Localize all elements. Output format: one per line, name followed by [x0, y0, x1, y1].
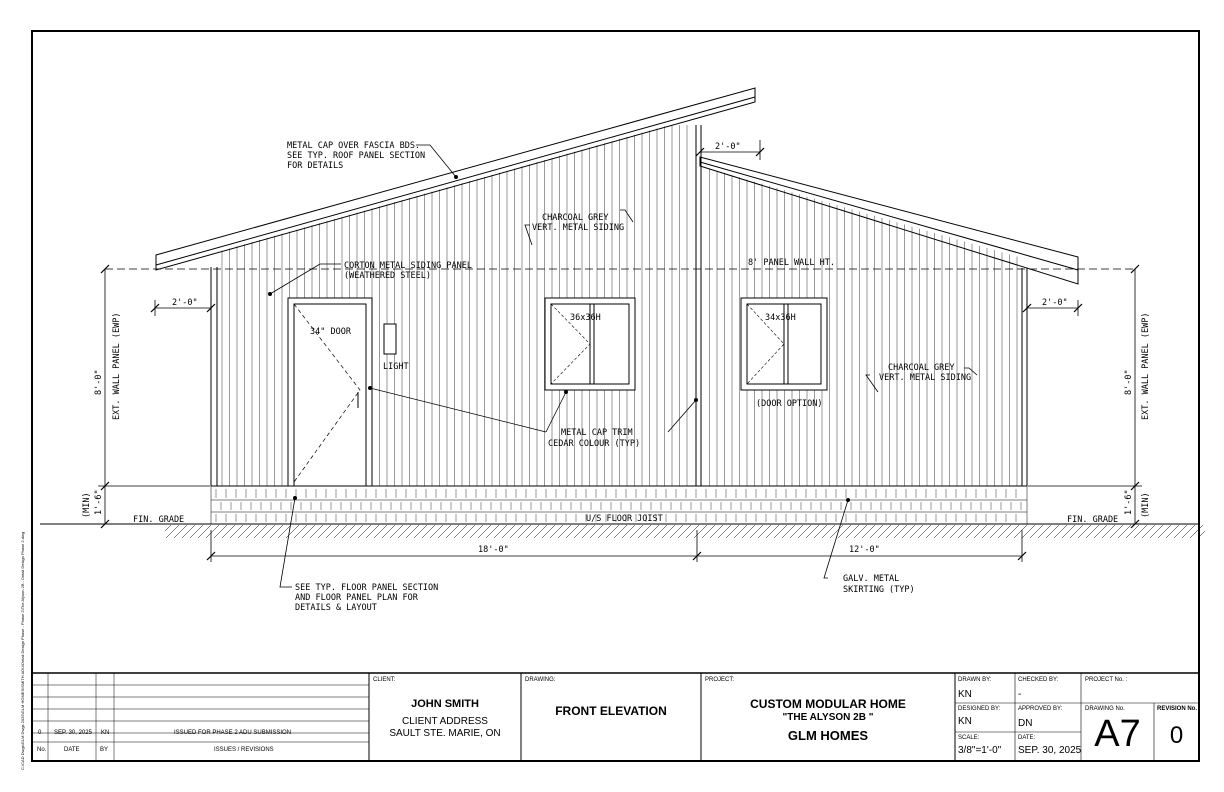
project-no-label: PROJECT No. :: [1085, 677, 1128, 683]
note-charcoal-upper-2: VERT. METAL SIDING: [532, 223, 625, 233]
door-label: 34" DOOR: [310, 327, 351, 337]
door-option-label: (DOOR OPTION): [756, 399, 823, 409]
scale-label: SCALE:: [958, 735, 980, 741]
note-corton-2: (WEATHERED STEEL): [344, 271, 431, 281]
dim-top-overhang: 2'-0": [715, 142, 741, 152]
rev-row-date: SEP. 30, 2025: [54, 730, 92, 736]
rev-header-no: No.: [37, 747, 47, 753]
note-floor-panel-1: SEE TYP. FLOOR PANEL SECTION: [295, 583, 439, 593]
drawn-by-value: KN: [958, 689, 972, 700]
dim-height-left: 8'-0": [94, 369, 104, 395]
dim-ewp-right: EXT. WALL PANEL (EWP): [1141, 312, 1151, 420]
window-right: [741, 298, 827, 390]
dim-min-tag-left: (MIN): [82, 492, 92, 518]
project-label: PROJECT:: [705, 677, 735, 683]
note-floor-panel-2: AND FLOOR PANEL PLAN FOR: [295, 593, 418, 603]
rev-row-no: 0: [38, 730, 42, 736]
dim-height-right: 8'-0": [1124, 369, 1134, 395]
light-label: LIGHT: [383, 362, 409, 372]
client-label: CLIENT:: [373, 677, 396, 683]
note-floor-panel-3: DETAILS & LAYOUT: [295, 603, 377, 613]
checked-by-label: CHECKED BY:: [1018, 677, 1059, 683]
panel-wall-ht-label: 8' PANEL WALL HT.: [748, 258, 835, 268]
note-metal-cap-2: SEE TYP. ROOF PANEL SECTION: [287, 151, 426, 161]
note-galv-2: SKIRTING (TYP): [843, 585, 915, 595]
revision-no-label: REVISION No.: [1157, 706, 1198, 712]
approved-by-label: APPROVED BY:: [1018, 706, 1063, 712]
dim-left-overhang: 2'-0": [172, 298, 198, 308]
approved-by-value: DN: [1018, 718, 1033, 729]
designed-by-label: DESIGNED BY:: [958, 706, 1001, 712]
client-address: CLIENT ADDRESS: [402, 716, 488, 727]
rev-header-desc: ISSUES / REVISIONS: [214, 747, 274, 753]
us-floor-joist-label: U/S FLOOR JOIST: [586, 514, 663, 524]
scale-value: 3/8"=1'-0": [958, 745, 1002, 756]
file-path: C:\CAD Dwgs\GLM Dwgs 2025\GLM HOMES\SMITH ADU\Detail Design Phase - Phase 2\The Alyson 2B - Detail Design Phase 2.dwg: [20, 531, 25, 770]
drawn-by-label: DRAWN BY:: [958, 677, 992, 683]
note-galv-1: GALV. METAL: [843, 574, 900, 584]
rev-row-by: KN: [101, 730, 110, 736]
dim-min-right: 1'-6": [1124, 489, 1134, 515]
note-metal-cap-trim-1: METAL CAP TRIM: [561, 428, 633, 438]
designed-by-value: KN: [958, 716, 972, 727]
note-charcoal-right-2: VERT. METAL SIDING: [879, 373, 972, 383]
client-name: JOHN SMITH: [411, 698, 479, 710]
dim-width-left: 18'-0": [478, 545, 509, 555]
dim-right-overhang: 2'-0": [1042, 298, 1068, 308]
note-charcoal-upper-1: CHARCOAL GREY: [542, 213, 609, 223]
fin-grade-left-label: FIN. GRADE: [133, 515, 185, 525]
project-line3: GLM HOMES: [787, 728, 869, 743]
rev-header-date: DATE: [64, 747, 80, 753]
window-left: [545, 298, 635, 390]
dim-min-tag-right: (MIN): [1141, 492, 1151, 518]
project-line2: "THE ALYSON 2B ": [782, 712, 874, 723]
revision-no-value: 0: [1169, 722, 1184, 749]
project-line1: CUSTOM MODULAR HOME: [750, 697, 906, 711]
note-metal-cap-3: FOR DETAILS: [287, 161, 344, 171]
drawing-label: DRAWING:: [525, 677, 556, 683]
drawing-no-value: A7: [1094, 713, 1141, 755]
dim-ewp-left: EXT. WALL PANEL (EWP): [112, 312, 122, 420]
window-right-label: 34x36H: [765, 313, 796, 323]
ground: [40, 524, 1205, 538]
checked-by-value: -: [1018, 689, 1022, 700]
dim-width-right: 12'-0": [849, 545, 880, 555]
date-value: SEP. 30, 2025: [1018, 745, 1082, 756]
rev-row-desc: ISSUED FOR PHASE 2 ADU SUBMISSION: [174, 730, 292, 736]
window-left-label: 36x36H: [570, 313, 601, 323]
light-fixture: [384, 324, 396, 354]
client-city: SAULT STE. MARIE, ON: [389, 728, 501, 739]
roof: [156, 88, 1078, 284]
note-metal-cap-1: METAL CAP OVER FASCIA BDS.: [287, 141, 421, 151]
note-corton-1: CORTON METAL SIDING PANEL: [344, 261, 472, 271]
rev-header-by: BY: [100, 747, 109, 753]
drawing-title: FRONT ELEVATION: [555, 704, 667, 718]
note-metal-cap-trim-2: CEDAR COLOUR (TYP): [548, 439, 641, 449]
sheet-border: [32, 31, 1199, 761]
drawing-no-label: DRAWING No.: [1085, 706, 1125, 712]
date-label: DATE:: [1018, 735, 1036, 741]
note-charcoal-right-1: CHARCOAL GREY: [888, 363, 955, 373]
fin-grade-right-label: FIN. GRADE: [1067, 515, 1119, 525]
dim-min-left: 1'-6": [94, 489, 104, 515]
